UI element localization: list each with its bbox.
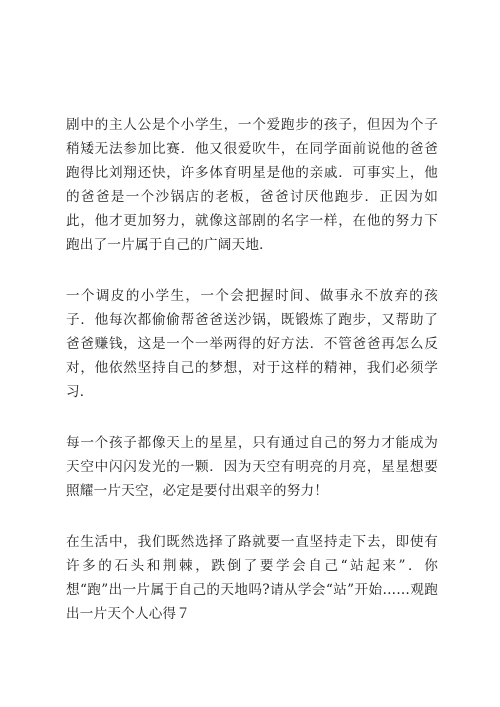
- paragraph-3: 每一个孩子都像天上的星星，只有通过自己的努力才能成为天空中闪闪发光的一颗．因为天空有明亮的月亮，星星想要照耀一片天空，必定是要付出艰辛的努力！: [66, 435, 438, 499]
- document-page: [66, 113, 438, 626]
- paragraph-2: 一个调皮的小学生，一个会把握时间、做事永不放弃的孩子．他每次都偷偷帮爸爸送沙锅，既锻炼了跑步，又帮助了爸爸赚钱，这是一个一举两得的好方法．不管爸爸再怎么反对，他依然坚持自己的梦想，对于这样的精神，我们必须学习．: [66, 288, 438, 400]
- paragraph-1: 剧中的主人公是个小学生，一个爱跑步的孩子，但因为个子稍矮无法参加比赛．他又很爱吹牛，在同学面前说他的爸爸跑得比刘翔还快，许多体育明星是他的亲戚．可事实上，他的爸爸是一个沙锅店的老板，爸爸讨厌他跑步．正因为如此，他才更加努力，就像这部剧的名字一样，在他的努力下跑出了一片属于自己的广阔天地．: [66, 117, 438, 253]
- paragraph-4: 在生活中，我们既然选择了路就要一直坚持走下去，即使有许多的石头和荆棘，跌倒了要学会自己“站起来”．你想“跑”出一片属于自己的天地吗?请从学会“站”开始……观跑出一片天个人心得７: [66, 534, 438, 622]
